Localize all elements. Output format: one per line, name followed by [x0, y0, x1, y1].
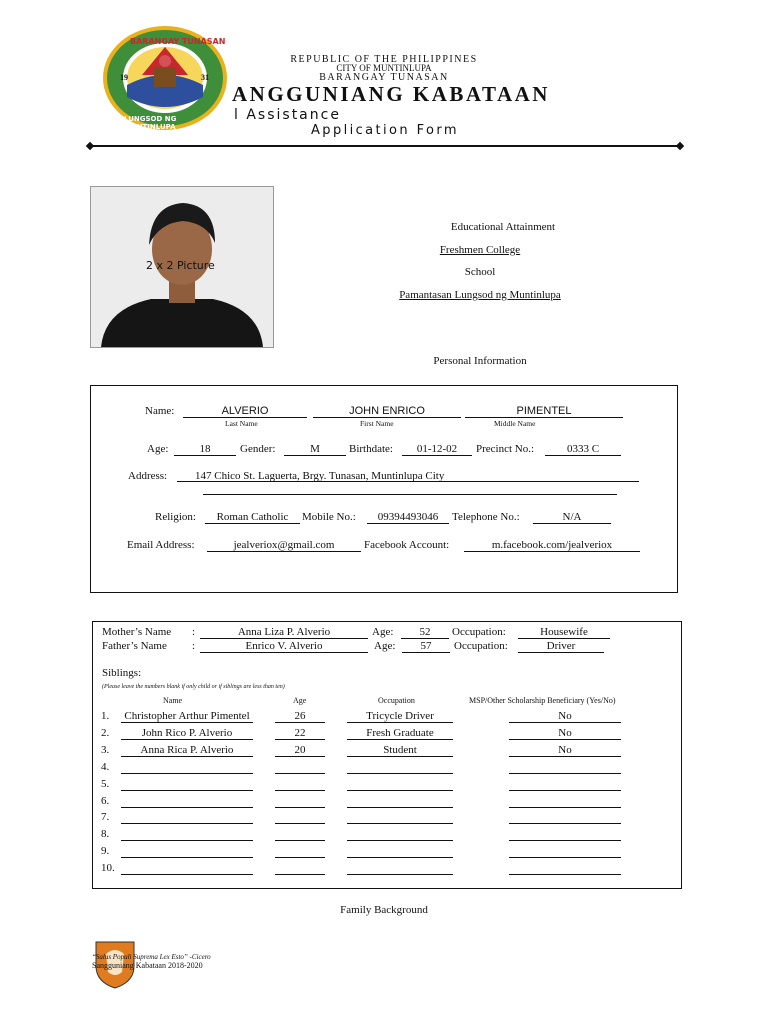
father-age-field[interactable]: 57 [402, 640, 450, 653]
mother-label: Mother’s Name [102, 626, 172, 638]
footer-org: Sangguniang Kabataan 2018-2020 [92, 961, 203, 970]
header-republic: REPUBLIC OF THE PHILIPPINES [290, 54, 478, 65]
address-second-line [203, 494, 617, 495]
assistance-title: l Assistance [234, 107, 341, 123]
religion-field[interactable]: Roman Catholic [205, 511, 300, 524]
mother-colon: : [192, 626, 196, 638]
telephone-label: Telephone No.: [452, 511, 520, 523]
school-label: School [464, 266, 496, 278]
sibling-scholar-field[interactable] [509, 778, 621, 791]
mother-name-field[interactable]: Anna Liza P. Alverio [200, 626, 368, 639]
rule-end-left [86, 142, 94, 150]
sibling-number: 6. [101, 795, 110, 807]
sibling-number: 9. [101, 845, 110, 857]
precinct-field[interactable]: 0333 C [545, 443, 621, 456]
sibling-name-field[interactable] [121, 795, 253, 808]
mobile-label: Mobile No.: [302, 511, 356, 523]
sibling-name-field[interactable]: Anna Rica P. Alverio [121, 744, 253, 757]
col-name-header: Name [163, 696, 183, 705]
sibling-age-field[interactable]: 22 [275, 727, 325, 740]
father-name-field[interactable]: Enrico V. Alverio [200, 640, 368, 653]
sibling-name-field[interactable]: Christopher Arthur Pimentel [121, 710, 253, 723]
sibling-age-field[interactable] [275, 761, 325, 774]
first-name-caption: First Name [360, 419, 394, 428]
middle-name-field[interactable]: PIMENTEL [465, 405, 623, 418]
precinct-label: Precinct No.: [476, 443, 535, 455]
sibling-number: 1. [101, 710, 110, 722]
sibling-scholar-field[interactable] [509, 761, 621, 774]
sibling-age-field[interactable] [275, 862, 325, 875]
header-rule [90, 145, 680, 147]
last-name-caption: Last Name [225, 419, 258, 428]
sibling-name-field[interactable]: John Rico P. Alverio [121, 727, 253, 740]
header-city: CITY OF MUNTINLUPA [336, 63, 432, 73]
family-background-caption: Family Background [340, 904, 428, 916]
sibling-scholar-field[interactable] [509, 862, 621, 875]
col-scholar-header: MSP/Other Scholarship Beneficiary (Yes/No) [469, 696, 616, 705]
header-barangay: BARANGAY TUNASAN [319, 72, 449, 83]
footer-quote: “Salus Populi Suprema Lex Esto” -Cicero [92, 953, 211, 961]
sibling-number: 8. [101, 828, 110, 840]
seal-bottom-text: LUNGSOD NG MUNTINLUPA [124, 115, 177, 131]
sibling-occupation-field[interactable]: Fresh Graduate [347, 727, 453, 740]
school-name: Pamantasan Lungsod ng Muntinlupa [399, 289, 561, 301]
education-heading: Educational Attainment [450, 221, 556, 233]
sibling-age-field[interactable] [275, 828, 325, 841]
age-label: Age: [147, 443, 169, 455]
sibling-scholar-field[interactable] [509, 828, 621, 841]
sibling-name-field[interactable] [121, 811, 253, 824]
last-name-field[interactable]: ALVERIO [183, 405, 307, 418]
seal-top-text: BARANGAY TUNASAN [130, 37, 226, 46]
siblings-label: Siblings: [102, 667, 142, 679]
mother-age-label: Age: [372, 626, 394, 638]
sibling-scholar-field[interactable]: No [509, 727, 621, 740]
gender-field[interactable]: M [284, 443, 346, 456]
gender-label: Gender: [240, 443, 276, 455]
sibling-occupation-field[interactable] [347, 778, 453, 791]
sibling-scholar-field[interactable] [509, 845, 621, 858]
address-label: Address: [128, 470, 168, 482]
sibling-scholar-field[interactable]: No [509, 710, 621, 723]
sibling-occupation-field[interactable] [347, 862, 453, 875]
sibling-age-field[interactable] [275, 778, 325, 791]
sibling-occupation-field[interactable]: Student [347, 744, 453, 757]
sibling-name-field[interactable] [121, 862, 253, 875]
sibling-age-field[interactable]: 26 [275, 710, 325, 723]
barangay-seal [102, 25, 228, 131]
col-occupation-header: Occupation [378, 696, 415, 705]
first-name-field[interactable]: JOHN ENRICO [313, 405, 461, 418]
sibling-age-field[interactable] [275, 795, 325, 808]
sibling-occupation-field[interactable] [347, 795, 453, 808]
sibling-name-field[interactable] [121, 828, 253, 841]
sibling-age-field[interactable] [275, 845, 325, 858]
facebook-label: Facebook Account: [364, 539, 450, 551]
father-occupation-label: Occupation: [454, 640, 508, 652]
sibling-number: 10. [101, 862, 115, 874]
address-field[interactable]: 147 Chico St. Laguerta, Brgy. Tunasan, Muntinlupa City [177, 470, 639, 482]
sibling-scholar-field[interactable]: No [509, 744, 621, 757]
form-title: Application Form [311, 123, 459, 138]
seal-year-left: 19 [120, 73, 128, 82]
sibling-occupation-field[interactable] [347, 761, 453, 774]
sibling-number: 4. [101, 761, 110, 773]
education-level: Freshmen College [439, 244, 521, 256]
birthdate-field[interactable]: 01-12-02 [402, 443, 472, 456]
mother-age-field[interactable]: 52 [401, 626, 449, 639]
col-age-header: Age [293, 696, 307, 705]
sibling-number: 2. [101, 727, 110, 739]
sibling-age-field[interactable]: 20 [275, 744, 325, 757]
mother-occupation-label: Occupation: [452, 626, 506, 638]
age-field[interactable]: 18 [174, 443, 236, 456]
sibling-age-field[interactable] [275, 811, 325, 824]
org-title: ANGGUNIANG KABATAAN [232, 82, 550, 106]
sibling-occupation-field[interactable] [347, 845, 453, 858]
mother-occupation-field[interactable]: Housewife [518, 626, 610, 639]
sibling-number: 5. [101, 778, 110, 790]
rule-end-right [676, 142, 684, 150]
father-colon: : [192, 640, 196, 652]
father-occupation-field[interactable]: Driver [518, 640, 604, 653]
sibling-name-field[interactable] [121, 778, 253, 791]
name-label: Name: [145, 405, 175, 417]
sibling-occupation-field[interactable] [347, 828, 453, 841]
sibling-name-field[interactable] [121, 761, 253, 774]
sibling-occupation-field[interactable]: Tricycle Driver [347, 710, 453, 723]
birthdate-label: Birthdate: [349, 443, 393, 455]
religion-label: Religion: [155, 511, 196, 523]
sibling-name-field[interactable] [121, 845, 253, 858]
sibling-number: 7. [101, 811, 110, 823]
telephone-field[interactable]: N/A [533, 511, 611, 524]
email-field[interactable]: jealveriox@gmail.com [207, 539, 361, 552]
facebook-field[interactable]: m.facebook.com/jealveriox [464, 539, 640, 552]
seal-year-right: 31 [201, 73, 209, 82]
mobile-field[interactable]: 09394493046 [367, 511, 449, 524]
sibling-occupation-field[interactable] [347, 811, 453, 824]
sibling-number: 3. [101, 744, 110, 756]
siblings-note: (Please leave the numbers blank if only child or if siblings are less than ten) [102, 684, 285, 690]
middle-name-caption: Middle Name [494, 419, 536, 428]
father-label: Father’s Name [102, 640, 167, 652]
father-age-label: Age: [374, 640, 396, 652]
sibling-scholar-field[interactable] [509, 811, 621, 824]
sibling-scholar-field[interactable] [509, 795, 621, 808]
personal-info-heading: Personal Information [433, 355, 527, 367]
photo-label: 2 x 2 Picture [146, 259, 215, 272]
email-label: Email Address: [127, 539, 195, 551]
